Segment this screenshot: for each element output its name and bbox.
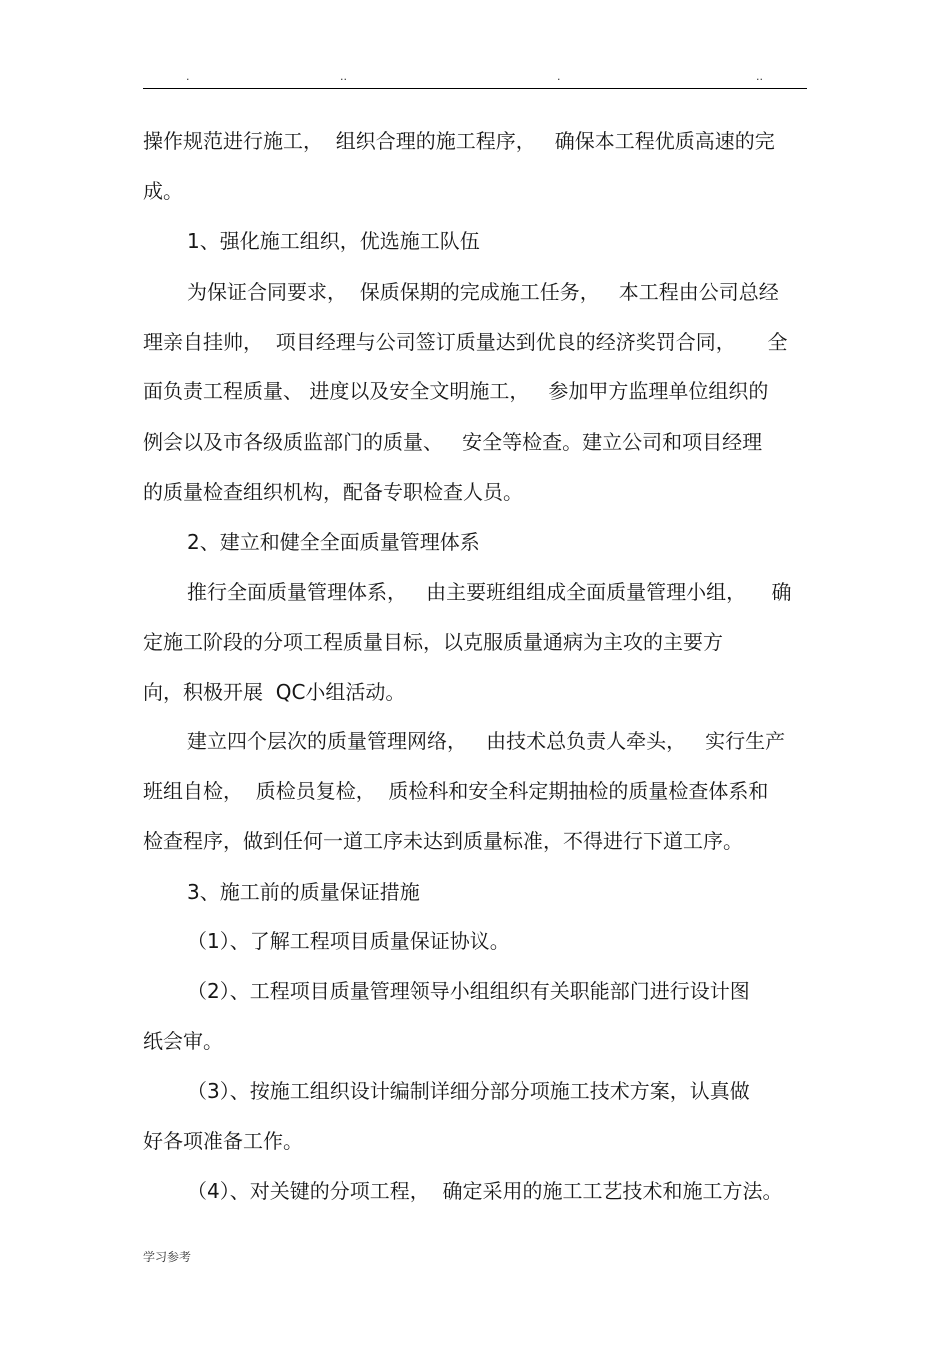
text-line: 3、施工前的质量保证措施 [187,880,420,904]
header-rule [143,88,807,89]
header-mark: .. [756,70,763,83]
header-mark: . [186,70,190,83]
text-line: 成。 [143,179,183,203]
text-line: 定施工阶段的分项工程质量目标，以克服质量通病为主攻的主要方 [143,630,723,654]
text-line: 纸会审。 [143,1029,223,1053]
text-line: 操作规范进行施工， 组织合理的施工程序， 确保本工程优质高速的完 [143,129,775,153]
text-line: 面负责工程质量、 进度以及安全文明施工， 参加甲方监理单位组织的 [143,379,769,403]
text-line: 检查程序，做到任何一道工序未达到质量标准，不得进行下道工序。 [143,829,743,853]
text-line: 理亲自挂帅， 项目经理与公司签订质量达到优良的经济奖罚合同， 全 [143,330,788,354]
text-line: （3）、按施工组织设计编制详细分部分项施工技术方案，认真做 [187,1079,750,1103]
text-line: 好各项准备工作。 [143,1129,303,1153]
text-line: 推行全面质量管理体系， 由主要班组组成全面质量管理小组， 确 [187,580,792,604]
text-line: 的质量检查组织机构，配备专职检查人员。 [143,480,523,504]
text-line: 1、强化施工组织，优选施工队伍 [187,229,480,253]
text-line: （2）、工程项目质量管理领导小组组织有关职能部门进行设计图 [187,979,750,1003]
text-line: （1）、了解工程项目质量保证协议。 [187,929,510,953]
text-line: （4）、对关键的分项工程， 确定采用的施工工艺技术和施工方法。 [187,1179,783,1203]
text-line: 向，积极开展 QC小组活动。 [143,680,406,704]
text-line: 为保证合同要求， 保质保期的完成施工任务， 本工程由公司总经 [187,280,779,304]
text-line: 建立四个层次的质量管理网络， 由技术总负责人牵头， 实行生产 [187,729,786,753]
header-marks [0,70,950,86]
footer-label: 学习参考 [143,1250,192,1264]
header-mark: . [557,70,561,83]
text-line: 例会以及市各级质监部门的质量、 安全等检查。建立公司和项目经理 [143,430,763,454]
text-line: 2、建立和健全全面质量管理体系 [187,530,480,554]
header-mark: .. [340,70,347,83]
text-line: 班组自检， 质检员复检， 质检科和安全科定期抽检的质量检查体系和 [143,779,769,803]
